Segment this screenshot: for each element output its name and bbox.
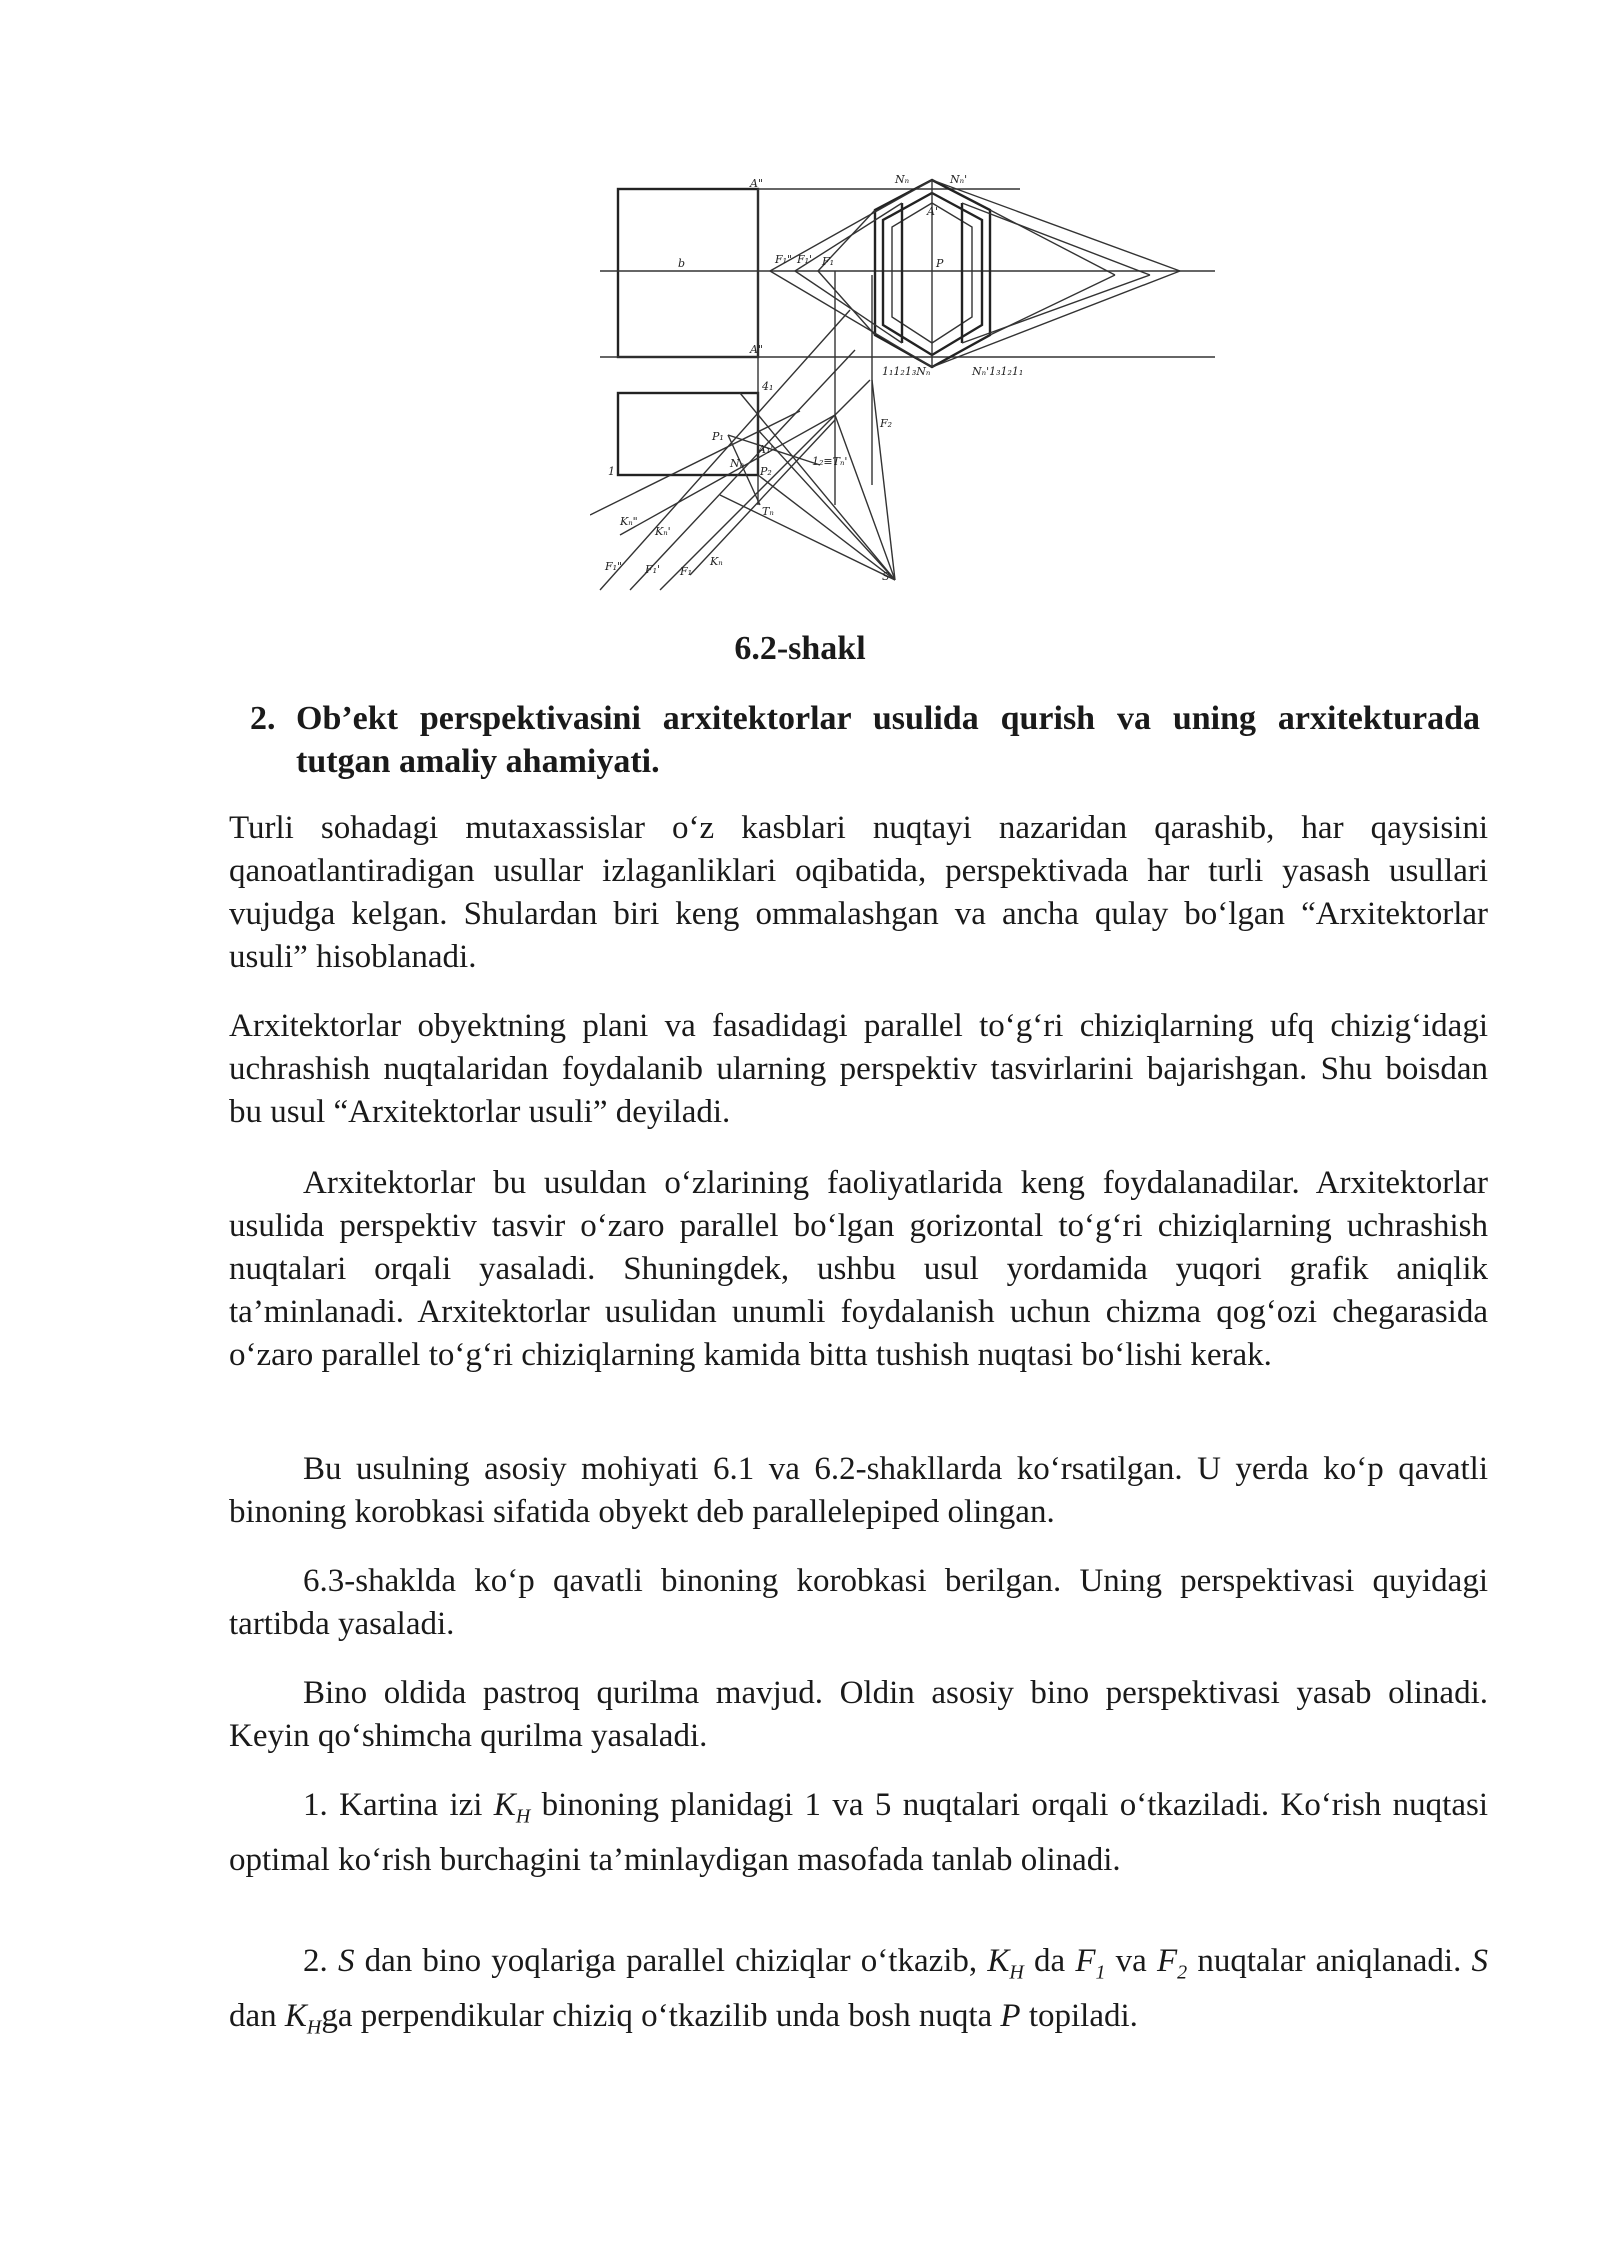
figure-label: A"	[750, 177, 764, 190]
symbol-subscript: H	[306, 2016, 322, 2039]
architects-method-drawing	[590, 175, 1220, 595]
figure-label: Kₙ	[710, 555, 723, 568]
section-title: Ob’ekt perspektivasini arxitektorlar usulida qurish va uning arxitekturada tutgan amaliy ahamiyati.	[296, 700, 1480, 780]
text-run: dan bino yoqlariga parallel chiziqlar o‘tkazib,	[354, 1943, 988, 1979]
figure-label: Nₙ'	[950, 175, 968, 186]
text-run: ga perpendikular chiziq o‘tkazilib unda bosh nuqta	[321, 1997, 1001, 2034]
figure-label: F₁"	[775, 253, 793, 266]
figure-label: Kₙ'	[655, 525, 671, 538]
figure-label: P	[936, 257, 944, 270]
text-run: 2.	[303, 1943, 338, 1979]
figure-label: F₁	[680, 565, 693, 578]
figure-label: S	[882, 570, 890, 583]
text-run: da	[1023, 1943, 1076, 1979]
figure-label: F₁	[822, 255, 835, 268]
symbol-subscript: H	[515, 1805, 531, 1828]
section-number: 2.	[250, 700, 276, 737]
paragraph-1: Turli sohadagi mutaxassislar o‘z kasblari nuqtayi nazaridan qarashib, har qaysisini qanoatlantiradigan usullar izlaganliklari oqibatida, perspektivada har turli yasash usullari vujudga kelgan. Shulardan biri keng ommalashgan va ancha qulay bo‘lgan “Arxitektorlar usuli” hisoblanadi.	[229, 810, 1488, 975]
figure-label: P₂	[760, 465, 772, 478]
text-run: dan	[229, 1997, 285, 2034]
figure-label: F₁"	[605, 560, 623, 573]
paragraph-6: Bino oldida pastroq qurilma mavjud. Oldin asosiy bino perspektivasi yasab olinadi. Keyin qo‘shimcha qurilma yasaladi.	[229, 1675, 1488, 1754]
figure-label: A'	[927, 205, 938, 218]
figure-label: 1	[608, 465, 615, 478]
figure-label: F₁'	[797, 253, 813, 266]
symbol-subscript: 2	[1177, 1961, 1188, 1984]
text-run: nuqtalar aniqlanadi.	[1187, 1943, 1472, 1979]
figure-label: Nₙ'1₃1₂1₁	[972, 365, 1024, 378]
symbol-p: P	[1000, 1997, 1021, 2034]
figure-label: F₁'	[645, 563, 661, 576]
symbol-subscript: 1	[1095, 1961, 1106, 1984]
figure-label: A"	[750, 343, 764, 356]
symbol-s: S	[337, 1943, 355, 1979]
paragraph-8	[229, 1940, 1488, 2049]
paragraph-5: 6.3-shaklda ko‘p qavatli binoning korobkasi berilgan. Uning perspektivasi quyidagi tartibda yasaladi.	[229, 1563, 1488, 1642]
text-run: 1. Kartina izi	[303, 1787, 494, 1823]
symbol-k: K	[284, 1997, 307, 2034]
figure-label: Kₙ"	[620, 515, 638, 528]
symbol-k: K	[493, 1787, 516, 1823]
paragraph-7	[229, 1784, 1488, 1882]
figure-label: Nₙ	[895, 175, 910, 186]
figure-label: b	[678, 257, 686, 270]
paragraph-2: Arxitektorlar obyektning plani va fasadidagi parallel to‘g‘ri chiziqlarning ufq chizig‘idagi uchrashish nuqtalaridan foydalanib ularning perspektiv tasvirlarini bajarishgan. Shu boisdan bu usul “Arxitektorlar usuli” deyiladi.	[229, 1008, 1488, 1130]
symbol-s: S	[1471, 1943, 1488, 1979]
figure-label: 1₁1₂1₃Nₙ	[882, 365, 931, 378]
text-run: va	[1105, 1943, 1157, 1979]
figure-label: P₁	[712, 430, 724, 443]
figure-label: Tₙ	[762, 505, 774, 518]
symbol-f: F	[1075, 1943, 1096, 1979]
figure-label: Nₙ	[730, 457, 745, 470]
figure-6-2	[590, 175, 1220, 595]
text-run: binoning planidagi 1 va 5 nuqtalari orqali o‘tkaziladi. Ko‘rish nuqtasi optimal ko‘rish burchagini ta’minlaydigan masofada tanlab olinadi.	[229, 1787, 1489, 1878]
symbol-f: F	[1156, 1943, 1178, 1979]
paragraph-3: Arxitektorlar bu usuldan o‘zlarining faoliyatlarida keng foydalanadilar. Arxitektorlar usulida perspektiv tasvir o‘zaro parallel bo‘lgan gorizontal to‘g‘ri chiziqlarning uchrashish nuqtalari orqali yasaladi. Shuningdek, ushbu usul yordamida yuqori grafik aniqlik ta’minlanadi. Arxitektorlar usulidan unumli foydalanish uchun chizma qog‘ozi chegarasida o‘zaro parallel to‘g‘ri chiziqlarning kamida bitta tushish nuqtasi bo‘lishi kerak.	[229, 1165, 1488, 1373]
facade-rect	[618, 189, 758, 357]
figure-label: A₁'	[758, 443, 774, 456]
text-run: topiladi.	[1020, 1997, 1138, 2034]
symbol-k: K	[987, 1943, 1010, 1979]
symbol-subscript: H	[1009, 1961, 1024, 1984]
figure-label: F₂	[880, 417, 893, 430]
figure-label: 4₁	[762, 380, 774, 393]
figure-label: 1₂≡Tₙ'	[812, 455, 848, 468]
figure-caption: 6.2-shakl	[734, 630, 866, 667]
section-heading	[250, 697, 1480, 783]
paragraph-4: Bu usulning asosiy mohiyati 6.1 va 6.2-shakllarda ko‘rsatilgan. U yerda ko‘p qavatli binoning korobkasi sifatida obyekt deb parallelepiped olingan.	[229, 1451, 1488, 1530]
